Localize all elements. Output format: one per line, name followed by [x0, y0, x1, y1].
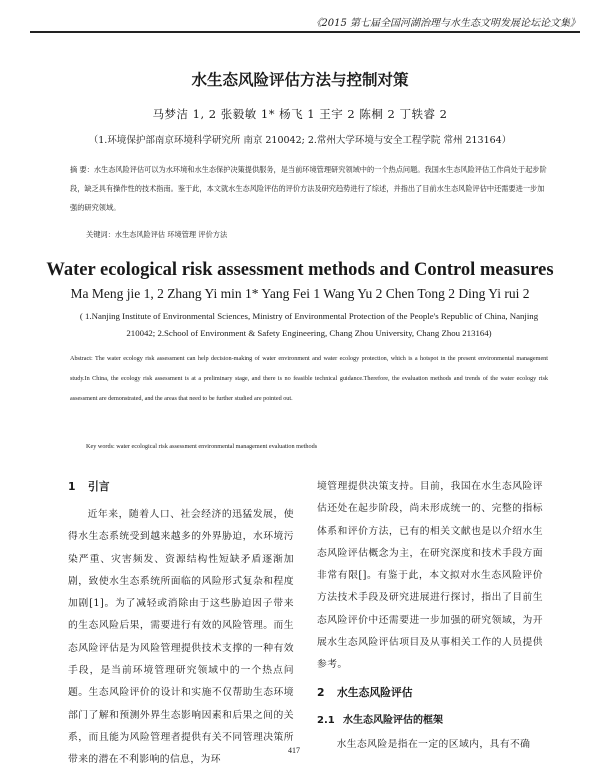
subsection-heading-framework [317, 710, 543, 732]
body-paragraph: 境管理提供决策支持。目前，我国在水生态风险评估还处在起步阶段，尚未形成统一的、完整的指标体系和评价方法，已有的相关文献也是以介绍水生态风险评估概念为主，在研究深度和技术手段方面非常有限[]。有鉴于此，本文拟对水生态风险评价方法技术手段及研究进展进行探讨，指出了目前生态风险评价中还需要进一步加强的研究领域，为开展水生态风险评估项目及从事相关工作的人员提供参考。 [317, 481, 543, 671]
subsection-title: 水生态风险评估的框架 [343, 714, 443, 726]
affiliation-english: ( 1.Nanjing Institute of Environmental Sciences, Ministry of Environmental Protection of the People's Republic of China, Nanjing 210042; 2.School of Environment & Safety Engineering, Chang Zhou University, Chang Zhou 213164) [79, 311, 539, 338]
page-number: 417 [288, 746, 300, 755]
keywords-chinese: 关键词：水生态风险评估 环境管理 评价方法 [86, 230, 228, 239]
body-column-left [68, 476, 294, 772]
section-title: 引言 [88, 480, 110, 493]
title-chinese: 水生态风险评估方法与控制对策 [191, 71, 409, 89]
affiliation-chinese: （1.环境保护部南京环境科学研究所 南京 210042; 2.常州大学环境与安全工程学院 常州 213164） [88, 135, 512, 146]
section-number: 2 [317, 685, 325, 699]
running-header: 《2015 第七届全国河湖治理与水生态文明发展论坛论文集》 [311, 18, 580, 29]
authors-english: Ma Meng jie 1, 2 Zhang Yi min 1* Yang Fei 1 Wang Yu 2 Chen Tong 2 Ding Yi rui 2 [70, 286, 530, 301]
section-number: 1 [68, 480, 76, 493]
abstract-chinese: 摘 要：水生态风险评估可以为水环境和水生态保护决策提供服务，是当前环境管理研究领域中的一个热点问题。我国水生态风险评估工作尚处于起步阶段，缺乏具有操作性的技术指南。鉴于此，本文就水生态风险评估的评价方法及研究趋势进行了综述，并指出了目前水生态风险评估中还需要进一步加强的研究领域。 [70, 165, 547, 212]
header-rule [30, 31, 580, 33]
body-column-right [317, 476, 543, 756]
body-paragraph: 近年来，随着人口、社会经济的迅猛发展，使得水生态系统受到越来越多的外界胁迫，水环境污染严重、灾害频发、资源结构性短缺矛盾逐渐加剧，致使水生态系统所面临的风险形式复杂和程度加剧[1]。为了减轻或消除由于这些胁迫因子带来的生态风险后果，需要进行有效的风险管理。而生态风险评估是为风险管理提供技术支撑的一种有效手段，是当前环境管理研究领域中的一个热点问题。生态风险评价的设计和实施不仅帮助生态环境部门了解和预测外界生态影响因素和后果之间的关系，而且能为风险管理者提供有关不同管理决策所带来的潜在不利影响的信息，为环 [68, 509, 294, 766]
section-title: 水生态风险评估 [337, 685, 413, 699]
section-heading-risk-assessment [317, 682, 543, 704]
keywords-english: Key words: water ecological risk assessment environmental management evaluation methods [86, 443, 318, 450]
body-paragraph: 水生态风险是指在一定的区域内，具有不确 [336, 738, 531, 750]
abstract-english: Abstract: The water ecology risk assessment can help decision-making of water environment and water ecology protection, which is a hotspot in the present environmental management study.In China, the ecology risk assessment is at a preliminary stage, and there is no feasible technical guidance.Therefore, the evaluation methods and trends of the water ecology risk assessment are demonstrated, and the areas that need to be further studied are pointed out. [70, 355, 548, 402]
title-english: Water ecological risk assessment methods and Control measures [46, 260, 554, 280]
section-heading-introduction [68, 476, 294, 498]
subsection-number: 2.1 [317, 714, 335, 726]
authors-chinese: 马梦洁 1, 2 张毅敏 1* 杨飞 1 王宇 2 陈桐 2 丁轶睿 2 [152, 107, 448, 121]
